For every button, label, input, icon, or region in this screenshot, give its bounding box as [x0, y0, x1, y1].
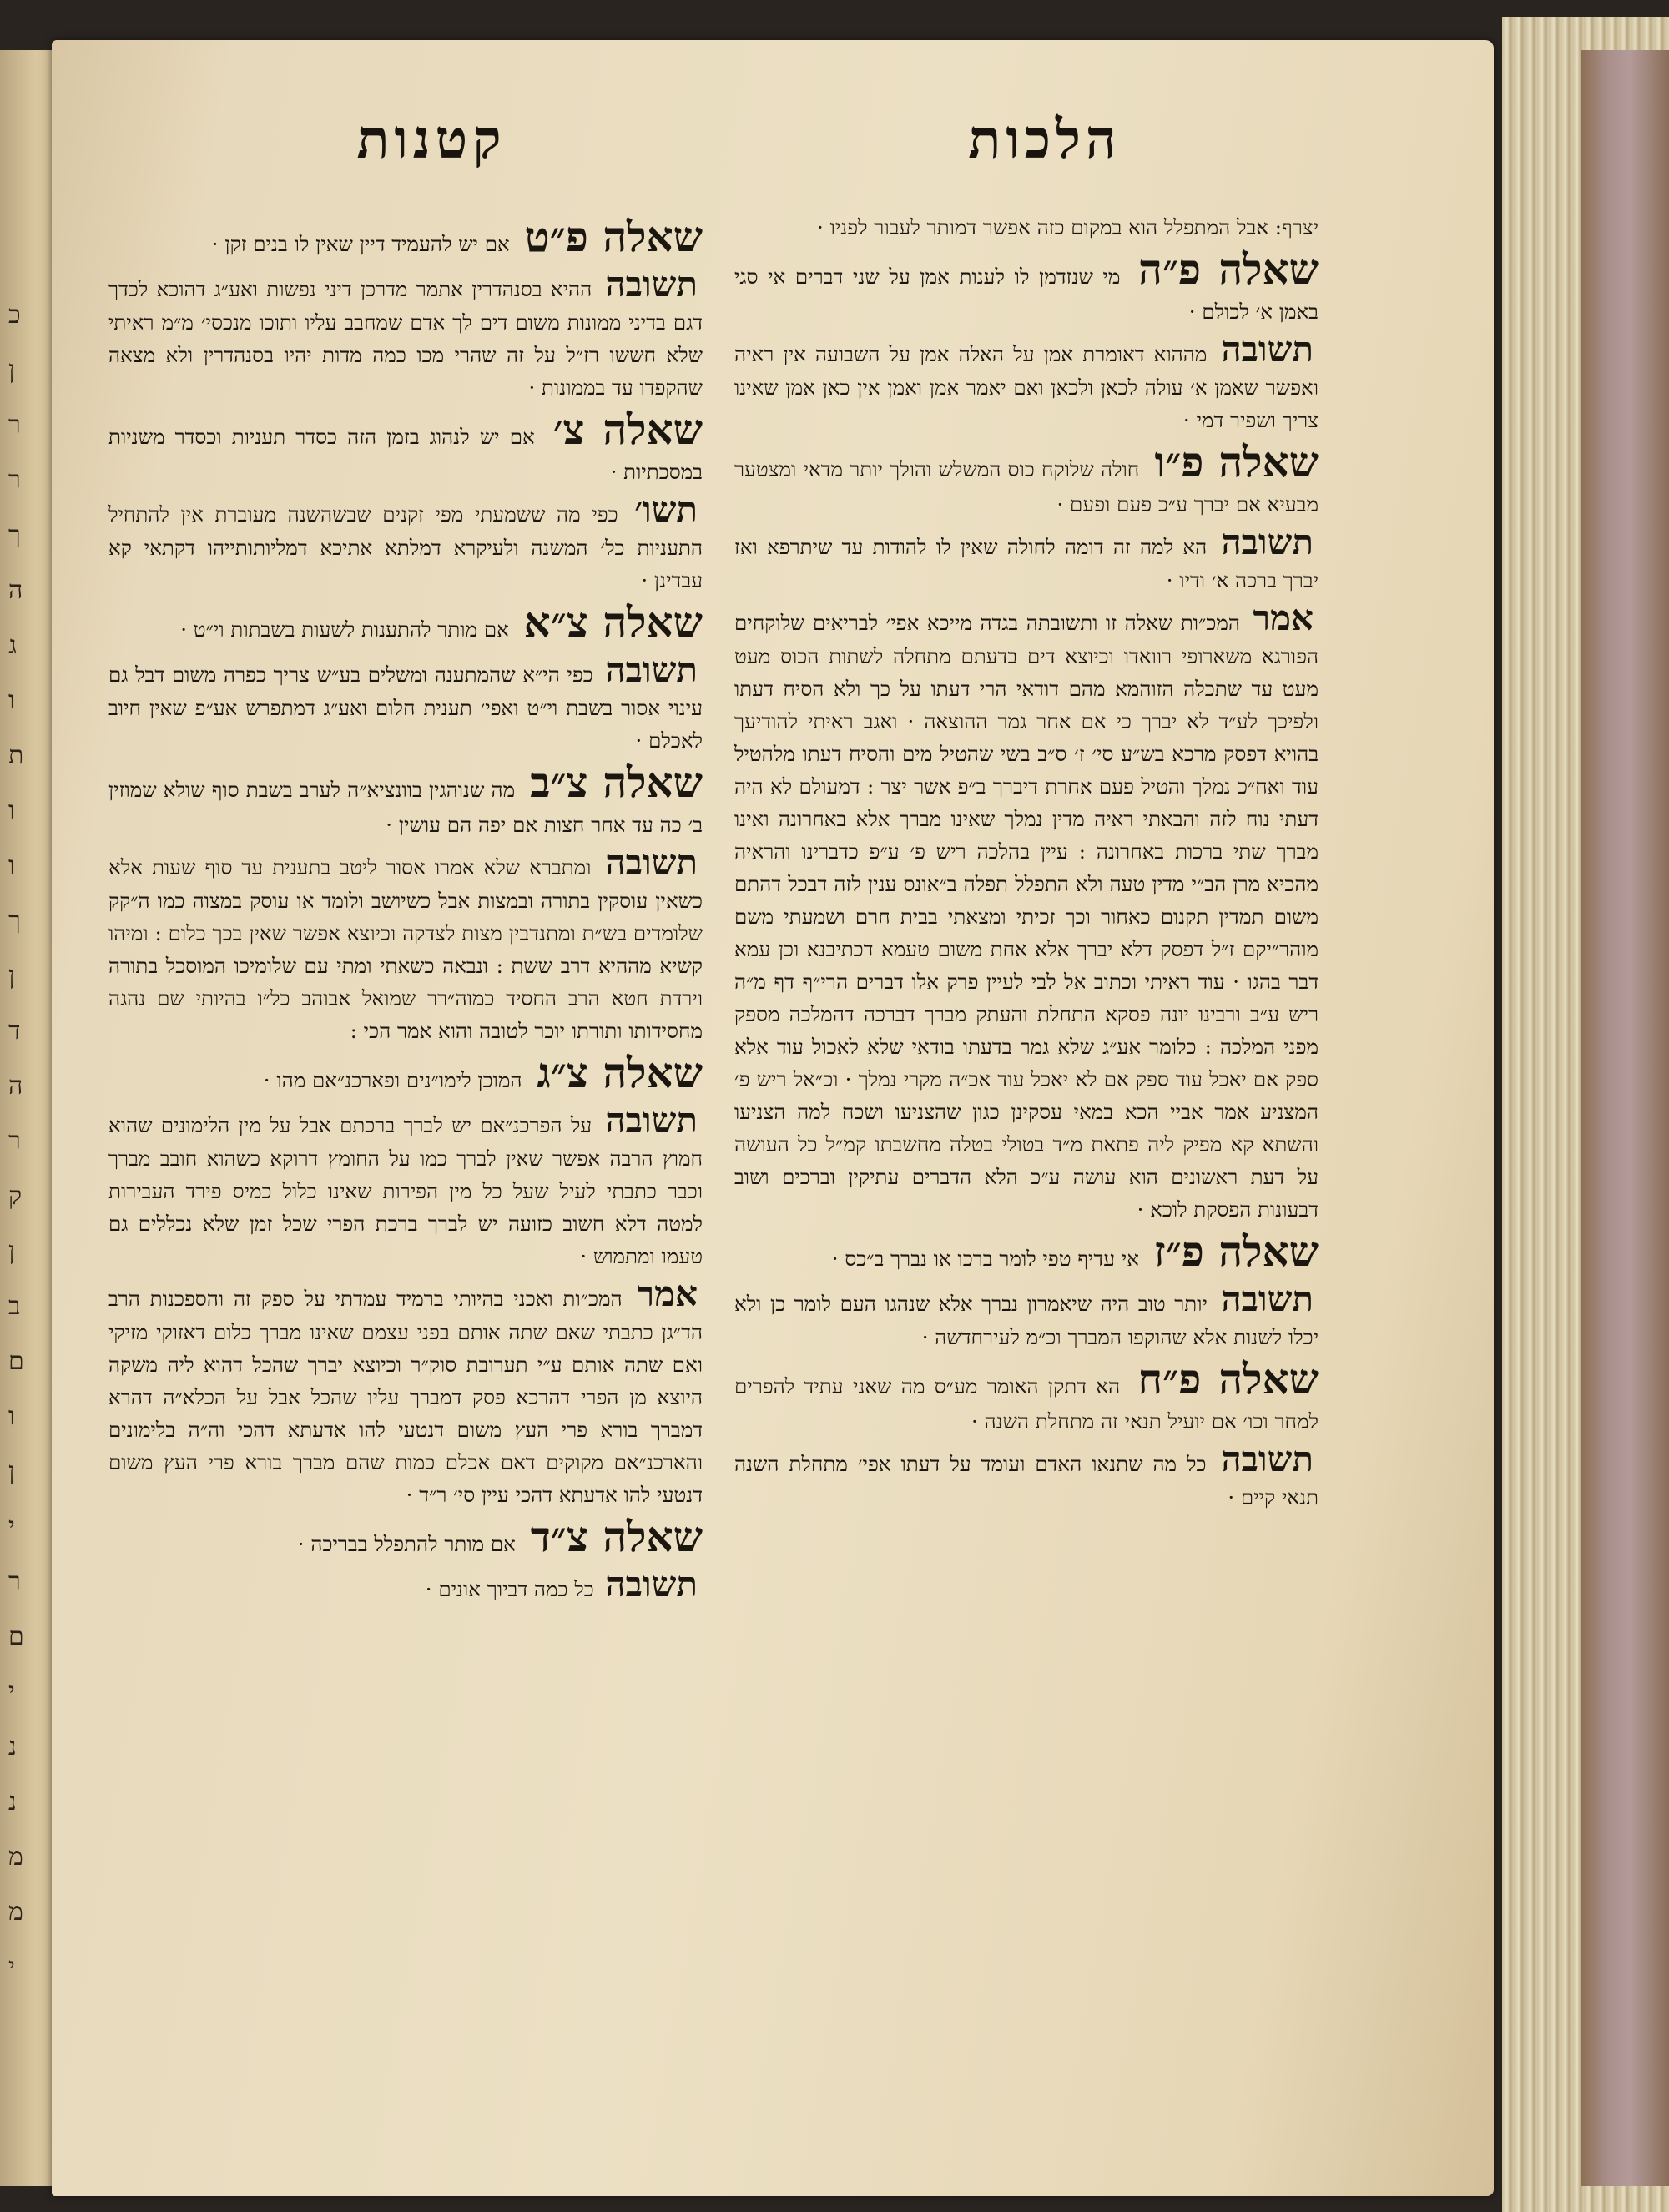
paragraph [108, 211, 703, 263]
answer-heading: תשובה [605, 842, 698, 883]
paragraph-text: אם יש להעמיד דיין שאין לו בנים זקן · [211, 232, 517, 256]
edge-glyph: ק [8, 1182, 23, 1211]
answer-heading: תשובה [1221, 329, 1314, 370]
question-heading: שאלה פ״ז [1153, 1227, 1319, 1276]
paragraph [108, 1563, 703, 1606]
answer-heading: תשובה [605, 1100, 698, 1141]
paragraph [108, 648, 703, 757]
paragraph-text: המכ״ות ואכני בהיותי ברמיד עמדתי על ספק זה והספכנות הרב הד״גן כתבתי שאם שתה אותם בפני עצמם שאינו מברך כלום דאזוקי מזיקי ואם שתה אותם ע״י תערובת סוק״ר וכיוצא יברך שהכל דהוא ליה משקה היוצא מן הפרי דהרכא פסק דמברך עליו שהכל אבל על הכלא״ה דהרא דמברך בורא פרי העץ משום דנטעי להו אדעתא דהכי וה״ה בלימונים והארכנ״אם מקוקים דאם אכלם כמות שהם מברך בורא פרי העץ משום דנטעי להו אדעתא דהכי עיין סי׳ ר״ד · [108, 1287, 703, 1507]
book-page [52, 40, 1494, 2196]
edge-glyph: ר [8, 1567, 21, 1596]
paragraph [734, 1353, 1319, 1438]
edge-glyph: ן [8, 1457, 15, 1486]
paragraph [734, 436, 1319, 521]
edge-glyph: ב [8, 1292, 21, 1321]
paragraph [108, 1272, 703, 1511]
paragraph-text: כל כמה דביוך אונים · [425, 1577, 601, 1601]
edge-glyph: ך [8, 521, 21, 550]
edge-glyph: ה [8, 576, 23, 605]
paragraph [734, 597, 1319, 1226]
paragraph-text: אי עדיף טפי לומר ברכו או נברך ב״כס · [831, 1247, 1146, 1271]
paragraph-text: אם יש לנהוג בזמן הזה כסדר תעניות וכסדר משניות במסכתיות · [108, 425, 703, 484]
edge-glyph: י [8, 1953, 15, 1982]
question-heading: שאלה פ״ו [1154, 437, 1319, 486]
question-heading: שאלה פ״ח [1137, 1354, 1319, 1403]
question-heading: שאלה צ׳ [552, 405, 703, 454]
paragraph-text: יותר טוב היה שיאמרון נברך אלא שנהגו העם לומר כן ולא יכלו לשנות אלא שהוקפו המברך וכ״מ לעירחדשה · [734, 1292, 1319, 1349]
question-heading: שאלה פ״ה [1138, 244, 1319, 294]
paragraph-text: יצרף: אבל המתפלל הוא במקום כזה אפשר דמותר לעבור לפניו · [816, 215, 1319, 239]
edge-glyph: ו [8, 796, 15, 825]
edge-glyph: ך [8, 906, 21, 935]
answer-heading: אמר [637, 1273, 698, 1314]
answer-heading: תשובה [1221, 1439, 1314, 1479]
edge-glyph: ו [8, 686, 15, 715]
answer-heading: תשובה [605, 649, 698, 690]
edge-glyph: י [8, 1512, 15, 1541]
edge-glyph: ן [8, 1237, 15, 1266]
question-heading: שאלה פ״ט [524, 212, 703, 261]
text-column-right [734, 211, 1319, 1514]
edge-glyph: ן [8, 961, 15, 990]
answer-heading: תשובה [605, 1564, 698, 1605]
paragraph [108, 1047, 703, 1099]
paragraph [734, 244, 1319, 328]
paragraph-text: חולה שלוקח כוס המשלש והולך יותר מדאי ומצטער מבעיא אם יברך ע״כ פעם ופעם · [734, 457, 1319, 516]
paragraph [108, 1511, 703, 1563]
paragraph [108, 1099, 703, 1272]
text-column-left [108, 211, 703, 1606]
edge-glyph: ר [8, 1126, 21, 1156]
paragraph-text: כפי מה ששמעתי מפי זקנים שבשהשנה מעוברת אין להתחיל התעניות כל׳ המשנה ולעיקרא דמלתא אתיכא דמליותותייהו דקתאי קא עבדינן · [108, 502, 703, 592]
paragraph [734, 1277, 1319, 1353]
answer-heading: תשובה [1221, 1278, 1314, 1319]
paragraph-text: ההיא בסנהדרין אתמר מדרכן דיני נפשות ואע״ג דהוכא לכדך דגם בדיני ממונות משום דים לך אדם שמחבב עליו ותוכו מנכסי׳ מ״מ ראיתי שלא חששו רז״ל על זה שהרי מכו כמה מדות יהיו בסנהדרין ולא מצאה שהקפדו עד בממונות · [108, 277, 703, 400]
paragraph-text: כפי הי״א שהמתענה ומשלים בע״ש צריך כפרה משום דבל גם עינוי אסור בשבת וי״ט ואפי׳ תענית חלום ואע״ג דמתפרש אע״פ שאין חיוב לאכלם · [108, 663, 703, 753]
answer-heading: תשו׳ [634, 489, 698, 530]
paragraph [108, 597, 703, 648]
paragraph-text: הא למה זה דומה לחולה שאין לו להודות עד שיתרפא ואז יברך ברכה א׳ ודיו · [734, 535, 1319, 592]
paragraph [108, 404, 703, 488]
paragraph [108, 757, 703, 841]
edge-glyph: ג [8, 631, 17, 660]
answer-heading: תשובה [605, 264, 698, 305]
edge-glyph: כ [8, 300, 21, 330]
paragraph-text: על הפרכנ״אם יש לברך ברכתם אבל על מין הלימונים שהוא חמוץ הרבה אפשר שאין לברך כמו על החומץ דרוקא כשהוא חובב מברך וכבר כתבתי לעיל שעל כל מין הפירות שאינו כלול כמיס פירד העבירות למטה דלא חשוב כזועה יש לברך ברכת הפרי שכל זמן שלא נכללים גם טעמו ומתמוש · [108, 1113, 703, 1268]
book-cover-edge [1581, 50, 1669, 2186]
paragraph-text: אם מותר להתפלל בבריכה · [297, 1532, 522, 1556]
answer-heading: תשובה [1221, 522, 1314, 562]
edge-glyph: נ [8, 1732, 17, 1761]
edge-glyph: י [8, 1677, 15, 1706]
paragraph-text: מה שנוהגין בוונציא״ה לערב בשבת סוף שולא שמוזין ב׳ כה עד אחר חצות אם יפה הם עושין · [108, 778, 703, 837]
question-heading: שאלה צ״ג [537, 1048, 703, 1097]
edge-glyph: ם [8, 1347, 24, 1376]
paragraph [734, 211, 1319, 244]
edge-glyph: נ [8, 1787, 17, 1816]
paragraph-text: מי שנזדמן לו לענות אמן על שני דברים אי סגי באמן א׳ לכולם · [734, 265, 1319, 324]
question-heading: שאלה צ״ד [530, 1512, 703, 1561]
running-head-left: קטנות [356, 108, 507, 171]
question-heading: שאלה צ״ב [530, 758, 703, 807]
paragraph-text: מההוא דאומרת אמן על האלה אמן על השבועה אין ראיה ואפשר שאמן א׳ עולה לכאן ולכאן ואם יאמר אמן ואמן אין כאן אמן שאינו צריך ושפיר דמי · [734, 342, 1319, 432]
edge-glyph: ר [8, 466, 21, 495]
edge-glyph: ו [8, 851, 15, 880]
paragraph [108, 841, 703, 1047]
paragraph-text: אם מותר להתענות לשעות בשבתות וי״ט · [180, 617, 516, 642]
paragraph-text: כל מה שתנאו האדם ועומד על דעתו אפי׳ מתחלת השנה תנאי קיים · [734, 1452, 1319, 1509]
question-heading: שאלה צ״א [523, 597, 703, 647]
edge-glyph: ה [8, 1071, 23, 1101]
edge-glyph: ן [8, 355, 15, 385]
running-head-right: הלכות [968, 108, 1122, 171]
left-edge-glyphs [3, 50, 45, 2186]
paragraph [734, 1438, 1319, 1514]
edge-glyph: מ [8, 1842, 23, 1872]
edge-glyph: ם [8, 1622, 24, 1651]
edge-glyph: מ [8, 1897, 23, 1927]
paragraph-text: הא דתקן האומר מע״ס מה שאני עתיד להפרים למחר וכו׳ אם יועיל תנאי זה מתחלת השנה · [734, 1374, 1319, 1434]
paragraph [734, 1226, 1319, 1277]
paragraph [108, 488, 703, 597]
edge-glyph: ד [8, 1016, 21, 1046]
paragraph [108, 263, 703, 404]
edge-glyph: ו [8, 1402, 15, 1431]
edge-glyph: ר [8, 411, 21, 440]
paragraph [734, 521, 1319, 597]
paragraph-text: המוכן לימו״נים ופארכנ״אם מהו · [263, 1068, 529, 1092]
edge-glyph: ת [8, 741, 24, 770]
paragraph [734, 328, 1319, 436]
paragraph-text: המכ״ות שאלה זו ותשובתה בגדה מייכא אפי׳ לבריאים שלוקחים הפורגא משארופי רוואדו וכיוצא דים בדעתם מתחלה לשתות הכוס מעט מעט עד שתכלה הזוהמא מהם דודאי הרי דעתו על כך ולא הסיח דעתו ולפיכך לע״ד לא יברך כי אם אחר גמר ההוצאה · ואגב ראיתי להודיעך בהויא דפסק מרכא בש״ע סי׳ ז׳ ס״ב בשי שהטיל מים והסיח דעתו מלהטיל עוד ואח״כ נמלך והטיל פעם אחרת דיברך ב״פ אשר יצר : דמעולם לא היה דעתי נוח לזה והבאתי ראיה מדין נמלך שאינו מברך אלא באחרונה ואינו מברך שתי ברכות באחרונה : עיין בהלכה ריש פ׳ ע״פ כדברינו והראיה מהכיא מרן הב״י מדין טעה ולא התפלל תפלה ב״אונס ענין לזה דבכל דהתם משום תמדין תקנום כאחור וכך זכיתי ומצאתי בבית חרם ושמעתי משם מוהר״יקם ז״ל דפסק דלא יברך אלא אחת משום טעמא דכתיבנא וכן עמא דבר בהגו · עוד ראיתי וכתוב אל לבי לעיין פרק אלו דברים הרי״ף דף מ״ה ריש ע״ב ורבינו יונה פסקא התחלת והעתק מברך דברכה דהמלכה מספק מפני המלכה : כלומר אע״ג שלא גמר בדעתו בודאי שלא לאכול עוד אלא ספק אם יאכל עוד ספק אם לא יאכל עוד אכ״ה מקרי נמלך · וכ״אל ריש פ׳ המצניע אמר אביי הכא במאי עסקינן כגון שהצניעו ושכח למה הצניעו והשתא קא מפיק ליה פתאת מ״ד בטולי בטלה מחשבתו קמ״ל כל העושה על דעת ראשונים הוא עושה ע״כ הלא הדברים עתיקין וברכים ושוב דבעונות הפסקת לוכא · [734, 611, 1319, 1222]
paragraph-text: ומתברא שלא אמרו אסור ליטב בתענית עד סוף שעות אלא כשאין עוסקין בתורה ובמצות אבל כשיושב ולומד או עוסק במצוה כמו ה״קק שלומדים בש״ת ומתנדבין מצות לצדקה וכיוצא אפשר שאין בכך כלום : ומיהו קשיא מההיא דרב ששת : ונבאה כשאתי ומתי עם שלומיכו המוסכל בתורה וירדת חטא הרב החסיד כמוה״רר שמואל אבוהב כל״ו בהיותי שם נהגה מחסידותו ותורתו יוכר לטובה והוא אמר הכי : [108, 855, 703, 1043]
answer-heading: אמר [1253, 597, 1314, 638]
